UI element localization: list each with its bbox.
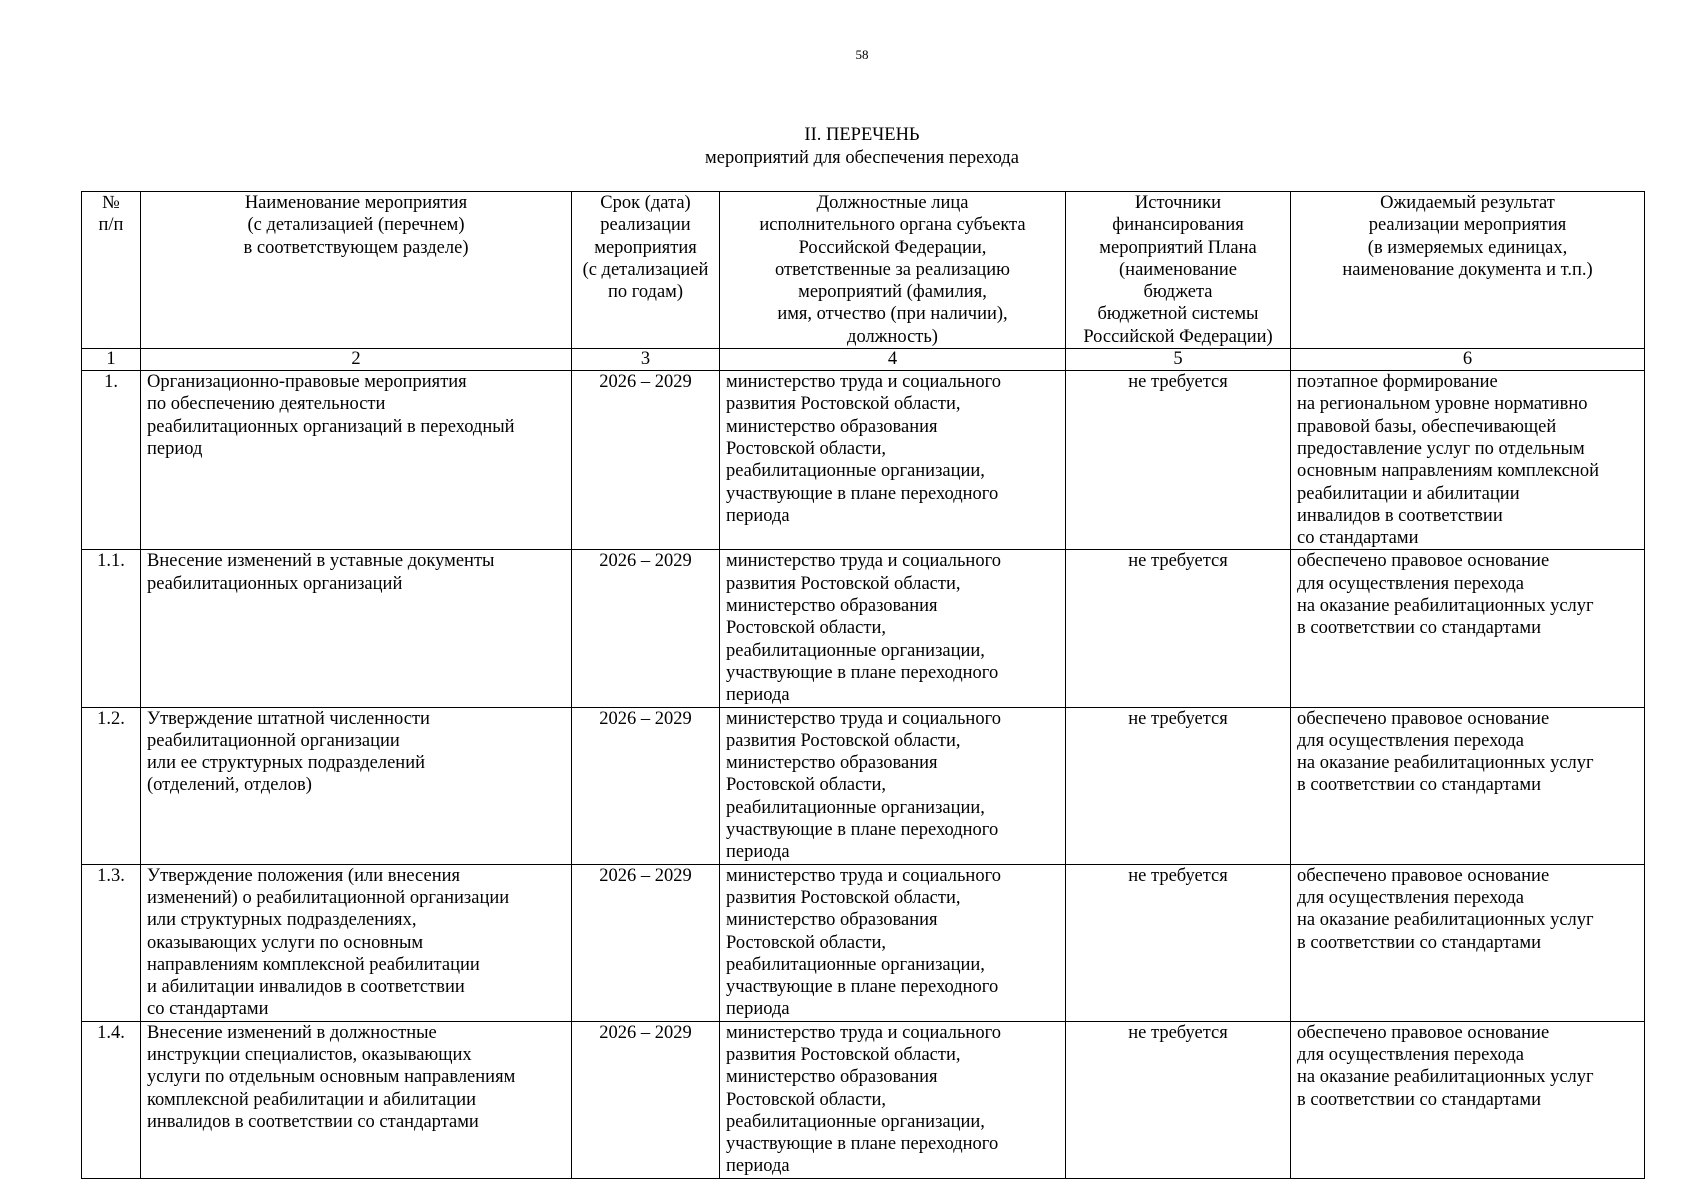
header-cell-result: Ожидаемый результат реализации мероприятия (в измеряемых единицах, наименование документа и т.п.) bbox=[1291, 192, 1645, 349]
responsible-officials: министерство труда и социального развития Ростовской области, министерство образования Ростовской области, реабилитационные организации, участвующие в плане переходного периода bbox=[720, 707, 1066, 864]
row-number: 1.3. bbox=[82, 864, 141, 1021]
column-number: 3 bbox=[572, 349, 720, 371]
measure-name: Утверждение штатной численности реабилитационной организации или ее структурных подразделений (отделений, отделов) bbox=[141, 707, 572, 864]
table-row bbox=[82, 707, 1645, 864]
table-row bbox=[82, 371, 1645, 550]
implementation-term: 2026 – 2029 bbox=[572, 371, 720, 550]
section-subtitle: мероприятий для обеспечения перехода bbox=[705, 148, 1019, 168]
responsible-officials: министерство труда и социального развития Ростовской области, министерство образования Ростовской области, реабилитационные организации, участвующие в плане переходного периода bbox=[720, 864, 1066, 1021]
expected-result: обеспечено правовое основание для осуществления перехода на оказание реабилитационных услуг в соответствии со стандартами bbox=[1291, 550, 1645, 707]
responsible-officials: министерство труда и социального развития Ростовской области, министерство образования Ростовской области, реабилитационные организации, участвующие в плане переходного периода bbox=[720, 1021, 1066, 1178]
expected-result: обеспечено правовое основание для осуществления перехода на оказание реабилитационных услуг в соответствии со стандартами bbox=[1291, 707, 1645, 864]
measure-name: Утверждение положения (или внесения изменений) о реабилитационной организации или структурных подразделениях, оказывающих услуги по основным направлениям комплексной реабилитации и абилитации инвалидов в соответствии со стандартами bbox=[141, 864, 572, 1021]
column-number: 2 bbox=[141, 349, 572, 371]
measure-name: Внесение изменений в должностные инструкции специалистов, оказывающих услуги по отдельным основным направлениям комплексной реабилитации и абилитации инвалидов в соответствии со стандартами bbox=[141, 1021, 572, 1178]
header-row bbox=[82, 192, 1645, 349]
implementation-term: 2026 – 2029 bbox=[572, 864, 720, 1021]
header-cell-number: № п/п bbox=[82, 192, 141, 349]
header-cell-officials: Должностные лица исполнительного органа субъекта Российской Федерации, ответственные за реализацию мероприятий (фамилия, имя, отчество (при наличии), должность) bbox=[720, 192, 1066, 349]
table-row bbox=[82, 550, 1645, 707]
measure-name: Внесение изменений в уставные документы реабилитационных организаций bbox=[141, 550, 572, 707]
row-number: 1.2. bbox=[82, 707, 141, 864]
responsible-officials: министерство труда и социального развития Ростовской области, министерство образования Ростовской области, реабилитационные организации, участвующие в плане переходного периода bbox=[720, 371, 1066, 550]
row-number: 1.4. bbox=[82, 1021, 141, 1178]
column-number: 6 bbox=[1291, 349, 1645, 371]
column-number: 4 bbox=[720, 349, 1066, 371]
measures-table bbox=[81, 191, 1645, 1179]
header-cell-name: Наименование мероприятия (с детализацией (перечнем) в соответствующем разделе) bbox=[141, 192, 572, 349]
responsible-officials: министерство труда и социального развития Ростовской области, министерство образования Ростовской области, реабилитационные организации, участвующие в плане переходного периода bbox=[720, 550, 1066, 707]
funding-source: не требуется bbox=[1066, 1021, 1291, 1178]
implementation-term: 2026 – 2029 bbox=[572, 707, 720, 864]
expected-result: поэтапное формирование на региональном уровне нормативно правовой базы, обеспечивающей предоставление услуг по отдельным основным направлениям комплексной реабилитации и абилитации инвалидов в соответствии со стандартами bbox=[1291, 371, 1645, 550]
header-cell-term: Срок (дата) реализации мероприятия (с детализацией по годам) bbox=[572, 192, 720, 349]
funding-source: не требуется bbox=[1066, 707, 1291, 864]
expected-result: обеспечено правовое основание для осуществления перехода на оказание реабилитационных услуг в соответствии со стандартами bbox=[1291, 1021, 1645, 1178]
implementation-term: 2026 – 2029 bbox=[572, 550, 720, 707]
row-number: 1.1. bbox=[82, 550, 141, 707]
row-number: 1. bbox=[82, 371, 141, 550]
funding-source: не требуется bbox=[1066, 864, 1291, 1021]
column-number-row bbox=[82, 349, 1645, 371]
table-row bbox=[82, 864, 1645, 1021]
document-heading bbox=[0, 124, 1696, 170]
column-number: 1 bbox=[82, 349, 141, 371]
funding-source: не требуется bbox=[1066, 371, 1291, 550]
funding-source: не требуется bbox=[1066, 550, 1291, 707]
header-cell-funding: Источники финансирования мероприятий Плана (наименование бюджета бюджетной системы Российской Федерации) bbox=[1066, 192, 1291, 349]
expected-result: обеспечено правовое основание для осуществления перехода на оказание реабилитационных услуг в соответствии со стандартами bbox=[1291, 864, 1645, 1021]
column-number: 5 bbox=[1066, 349, 1291, 371]
table-row bbox=[82, 1021, 1645, 1178]
section-title: II. ПЕРЕЧЕНЬ bbox=[804, 125, 920, 145]
measure-name: Организационно-правовые мероприятия по обеспечению деятельности реабилитационных организаций в переходный период bbox=[141, 371, 572, 550]
page-number: 58 bbox=[855, 47, 869, 62]
implementation-term: 2026 – 2029 bbox=[572, 1021, 720, 1178]
